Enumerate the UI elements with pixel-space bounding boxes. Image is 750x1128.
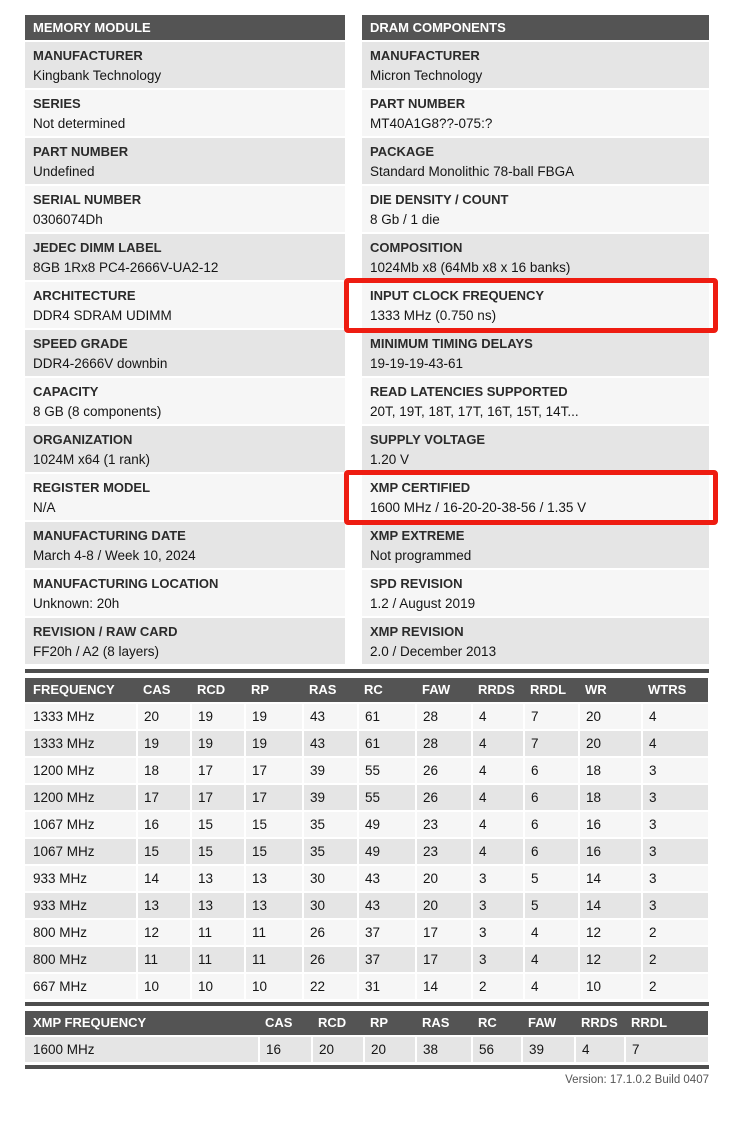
table-cell: 39: [522, 1036, 575, 1062]
memory-module-rows: [25, 42, 345, 666]
table-cell: 38: [416, 1036, 472, 1062]
info-label: XMP CERTIFIED: [370, 480, 471, 495]
info-label: SERIES: [33, 96, 81, 111]
table-cell: 12: [579, 946, 642, 973]
table-cell: 4: [472, 703, 524, 730]
info-value: Not programmed: [370, 547, 472, 563]
table-cell: 2: [642, 946, 708, 973]
info-row-spd-revision: [362, 570, 709, 616]
info-row-composition: [362, 234, 709, 280]
table-cell: 6: [524, 838, 579, 865]
info-label: MANUFACTURING LOCATION: [33, 576, 219, 591]
column-header-wtrs: WTRS: [642, 678, 708, 703]
info-row-package: [362, 138, 709, 184]
table-cell: 4: [472, 730, 524, 757]
jedec-timings-table: [25, 678, 708, 999]
table-cell: 15: [191, 838, 245, 865]
info-value: 1600 MHz / 16-20-20-38-56 / 1.35 V: [370, 499, 587, 515]
table-row: [25, 730, 708, 757]
table-cell: 10: [191, 973, 245, 999]
table-cell: 20: [364, 1036, 416, 1062]
info-row-xmp-extreme: [362, 522, 709, 568]
table-cell: 3: [472, 865, 524, 892]
table-cell: 26: [416, 784, 472, 811]
divider-rule-xmp: [25, 1002, 709, 1006]
info-row-speed-grade: [25, 330, 345, 376]
table-cell: 19: [245, 703, 303, 730]
table-cell: 14: [416, 973, 472, 999]
info-value: Not determined: [33, 115, 126, 131]
table-cell: 37: [358, 919, 416, 946]
table-cell: 800 MHz: [25, 946, 137, 973]
info-label: SPD REVISION: [370, 576, 463, 591]
info-label: XMP EXTREME: [370, 528, 465, 543]
table-cell: 1200 MHz: [25, 784, 137, 811]
info-row-manufacturer: [25, 42, 345, 88]
info-label: REGISTER MODEL: [33, 480, 151, 495]
info-row-xmp-certified: [362, 474, 709, 520]
table-cell: 28: [416, 730, 472, 757]
table-cell: 13: [245, 892, 303, 919]
table-cell: 933 MHz: [25, 865, 137, 892]
divider-rule-top: [25, 669, 709, 673]
table-cell: 43: [358, 892, 416, 919]
table-cell: 5: [524, 865, 579, 892]
info-label: PACKAGE: [370, 144, 435, 159]
column-header-rc: RC: [358, 678, 416, 703]
memory-module-panel: [25, 15, 345, 666]
table-cell: 26: [303, 946, 358, 973]
table-cell: 28: [416, 703, 472, 730]
column-header-rp: RP: [245, 678, 303, 703]
info-value: 8 Gb / 1 die: [370, 211, 440, 227]
table-row: [25, 784, 708, 811]
table-cell: 13: [191, 865, 245, 892]
info-row-jedec-dimm-label: [25, 234, 345, 280]
info-value: FF20h / A2 (8 layers): [33, 643, 160, 659]
xmp-timings-header-row: [25, 1011, 708, 1036]
table-cell: 20: [416, 865, 472, 892]
table-cell: 20: [137, 703, 191, 730]
table-cell: 20: [416, 892, 472, 919]
table-cell: 11: [245, 946, 303, 973]
table-cell: 39: [303, 784, 358, 811]
column-header-rp: RP: [364, 1011, 416, 1036]
table-cell: 55: [358, 757, 416, 784]
dram-components-panel: [362, 15, 709, 666]
info-value: 1024Mb x8 (64Mb x8 x 16 banks): [370, 259, 571, 275]
table-cell: 13: [245, 865, 303, 892]
info-label: MANUFACTURING DATE: [33, 528, 186, 543]
info-value: 1333 MHz (0.750 ns): [370, 307, 497, 323]
info-row-manufacturer: [362, 42, 709, 88]
column-header-rcd: RCD: [312, 1011, 364, 1036]
dram-components-header: DRAM COMPONENTS: [362, 15, 709, 40]
table-cell: 6: [524, 757, 579, 784]
info-label: XMP REVISION: [370, 624, 464, 639]
info-value: N/A: [33, 499, 56, 515]
table-cell: 19: [191, 730, 245, 757]
info-value: Micron Technology: [370, 67, 483, 83]
table-cell: 3: [642, 757, 708, 784]
table-cell: 10: [137, 973, 191, 999]
column-header-xmp-frequency: XMP FREQUENCY: [25, 1011, 259, 1036]
column-header-faw: FAW: [522, 1011, 575, 1036]
column-header-cas: CAS: [137, 678, 191, 703]
table-row: [25, 1036, 708, 1062]
info-label: MANUFACTURER: [33, 48, 143, 63]
info-value: 1024M x64 (1 rank): [33, 451, 151, 467]
info-value: DDR4 SDRAM UDIMM: [33, 307, 172, 323]
table-cell: 4: [642, 730, 708, 757]
info-value: March 4-8 / Week 10, 2024: [33, 547, 196, 563]
table-cell: 12: [137, 919, 191, 946]
info-label: MINIMUM TIMING DELAYS: [370, 336, 533, 351]
table-cell: 49: [358, 838, 416, 865]
info-row-series: [25, 90, 345, 136]
info-label: READ LATENCIES SUPPORTED: [370, 384, 568, 399]
table-cell: 1200 MHz: [25, 757, 137, 784]
info-label: DIE DENSITY / COUNT: [370, 192, 509, 207]
table-cell: 20: [579, 703, 642, 730]
table-cell: 16: [579, 811, 642, 838]
info-value: 1.2 / August 2019: [370, 595, 476, 611]
info-label: INPUT CLOCK FREQUENCY: [370, 288, 545, 303]
column-header-cas: CAS: [259, 1011, 312, 1036]
table-cell: 11: [191, 946, 245, 973]
info-row-minimum-timing-delays: [362, 330, 709, 376]
version-label: Version: 17.1.0.2 Build 0407: [565, 1074, 709, 1086]
jedec-timings-header-row: [25, 678, 708, 703]
info-label: ORGANIZATION: [33, 432, 133, 447]
info-value: 8GB 1Rx8 PC4-2666V-UA2-12: [33, 259, 219, 275]
table-row: [25, 811, 708, 838]
table-cell: 19: [191, 703, 245, 730]
column-header-wr: WR: [579, 678, 642, 703]
table-row: [25, 919, 708, 946]
table-cell: 20: [579, 730, 642, 757]
table-cell: 13: [191, 892, 245, 919]
info-value: Undefined: [33, 163, 95, 179]
table-row: [25, 946, 708, 973]
table-cell: 35: [303, 811, 358, 838]
table-cell: 7: [625, 1036, 708, 1062]
table-cell: 30: [303, 892, 358, 919]
table-cell: 55: [358, 784, 416, 811]
table-cell: 6: [524, 811, 579, 838]
table-cell: 17: [191, 784, 245, 811]
table-cell: 15: [191, 811, 245, 838]
table-cell: 800 MHz: [25, 919, 137, 946]
column-header-ras: RAS: [416, 1011, 472, 1036]
table-cell: 11: [191, 919, 245, 946]
table-cell: 4: [642, 703, 708, 730]
table-cell: 11: [137, 946, 191, 973]
table-cell: 1067 MHz: [25, 811, 137, 838]
info-label: JEDEC DIMM LABEL: [33, 240, 162, 255]
table-row: [25, 757, 708, 784]
table-cell: 49: [358, 811, 416, 838]
table-cell: 3: [642, 811, 708, 838]
xmp-timings-table: [25, 1011, 708, 1062]
table-row: [25, 892, 708, 919]
table-cell: 5: [524, 892, 579, 919]
info-row-supply-voltage: [362, 426, 709, 472]
table-cell: 10: [245, 973, 303, 999]
table-cell: 15: [245, 838, 303, 865]
info-row-input-clock-frequency: [362, 282, 709, 328]
table-cell: 17: [416, 946, 472, 973]
table-cell: 4: [472, 757, 524, 784]
table-cell: 19: [245, 730, 303, 757]
info-label: PART NUMBER: [33, 144, 129, 159]
table-cell: 3: [642, 838, 708, 865]
info-value: Unknown: 20h: [33, 595, 120, 611]
table-cell: 3: [642, 865, 708, 892]
table-cell: 933 MHz: [25, 892, 137, 919]
table-cell: 26: [416, 757, 472, 784]
table-cell: 3: [472, 946, 524, 973]
table-cell: 17: [245, 757, 303, 784]
table-cell: 17: [191, 757, 245, 784]
table-cell: 3: [472, 892, 524, 919]
table-cell: 1600 MHz: [25, 1036, 259, 1062]
info-value: DDR4-2666V downbin: [33, 355, 168, 371]
table-cell: 2: [642, 919, 708, 946]
info-panels: [25, 15, 709, 666]
info-row-register-model: [25, 474, 345, 520]
table-cell: 26: [303, 919, 358, 946]
table-cell: 14: [137, 865, 191, 892]
table-cell: 2: [642, 973, 708, 999]
table-cell: 12: [579, 919, 642, 946]
info-label: SERIAL NUMBER: [33, 192, 142, 207]
table-cell: 18: [137, 757, 191, 784]
table-cell: 23: [416, 811, 472, 838]
info-label: ARCHITECTURE: [33, 288, 136, 303]
info-row-manufacturing-location: [25, 570, 345, 616]
table-cell: 4: [575, 1036, 625, 1062]
info-row-revision-raw-card: [25, 618, 345, 664]
table-cell: 30: [303, 865, 358, 892]
info-row-architecture: [25, 282, 345, 328]
table-cell: 43: [358, 865, 416, 892]
info-value: MT40A1G8??-075:?: [370, 115, 493, 131]
table-cell: 4: [524, 919, 579, 946]
table-cell: 14: [579, 865, 642, 892]
column-header-rrdl: RRDL: [524, 678, 579, 703]
info-row-part-number: [362, 90, 709, 136]
table-cell: 16: [579, 838, 642, 865]
table-cell: 7: [524, 703, 579, 730]
table-cell: 35: [303, 838, 358, 865]
table-row: [25, 865, 708, 892]
column-header-ras: RAS: [303, 678, 358, 703]
table-cell: 43: [303, 703, 358, 730]
table-cell: 3: [642, 784, 708, 811]
info-label: REVISION / RAW CARD: [33, 624, 178, 639]
spd-report: [25, 15, 709, 1086]
table-cell: 17: [137, 784, 191, 811]
table-cell: 1333 MHz: [25, 703, 137, 730]
table-cell: 7: [524, 730, 579, 757]
info-value: 0306074Dh: [33, 211, 103, 227]
info-row-part-number: [25, 138, 345, 184]
divider-rule-bottom: [25, 1065, 709, 1069]
info-label: CAPACITY: [33, 384, 99, 399]
table-cell: 13: [137, 892, 191, 919]
table-row: [25, 703, 708, 730]
table-cell: 18: [579, 757, 642, 784]
info-value: 2.0 / December 2013: [370, 643, 497, 659]
table-cell: 23: [416, 838, 472, 865]
table-cell: 14: [579, 892, 642, 919]
table-cell: 4: [524, 973, 579, 999]
column-header-rrdl: RRDL: [625, 1011, 708, 1036]
table-cell: 17: [416, 919, 472, 946]
table-cell: 17: [245, 784, 303, 811]
table-cell: 15: [245, 811, 303, 838]
table-cell: 39: [303, 757, 358, 784]
info-label: SPEED GRADE: [33, 336, 128, 351]
table-cell: 6: [524, 784, 579, 811]
table-cell: 37: [358, 946, 416, 973]
table-cell: 43: [303, 730, 358, 757]
memory-module-header: MEMORY MODULE: [25, 15, 345, 40]
table-row: [25, 973, 708, 999]
info-value: Kingbank Technology: [33, 67, 162, 83]
info-label: COMPOSITION: [370, 240, 463, 255]
info-value: 19-19-19-43-61: [370, 355, 464, 371]
column-header-rrds: RRDS: [575, 1011, 625, 1036]
table-cell: 61: [358, 730, 416, 757]
info-row-die-density-count: [362, 186, 709, 232]
column-header-faw: FAW: [416, 678, 472, 703]
info-label: MANUFACTURER: [370, 48, 480, 63]
column-header-frequency: FREQUENCY: [25, 678, 137, 703]
table-cell: 2: [472, 973, 524, 999]
table-cell: 3: [642, 892, 708, 919]
info-row-manufacturing-date: [25, 522, 345, 568]
info-label: PART NUMBER: [370, 96, 466, 111]
table-cell: 18: [579, 784, 642, 811]
table-cell: 4: [472, 811, 524, 838]
info-value: Standard Monolithic 78-ball FBGA: [370, 163, 575, 179]
table-cell: 10: [579, 973, 642, 999]
table-cell: 4: [472, 838, 524, 865]
table-cell: 3: [472, 919, 524, 946]
column-header-rrds: RRDS: [472, 678, 524, 703]
info-value: 8 GB (8 components): [33, 403, 162, 419]
info-row-read-latencies-supported: [362, 378, 709, 424]
table-row: [25, 838, 708, 865]
table-cell: 4: [472, 784, 524, 811]
table-cell: 16: [259, 1036, 312, 1062]
table-cell: 22: [303, 973, 358, 999]
table-cell: 19: [137, 730, 191, 757]
table-cell: 1067 MHz: [25, 838, 137, 865]
info-row-capacity: [25, 378, 345, 424]
table-cell: 667 MHz: [25, 973, 137, 999]
table-cell: 61: [358, 703, 416, 730]
info-row-serial-number: [25, 186, 345, 232]
info-row-xmp-revision: [362, 618, 709, 664]
column-header-rcd: RCD: [191, 678, 245, 703]
table-cell: 4: [524, 946, 579, 973]
table-cell: 15: [137, 838, 191, 865]
info-label: SUPPLY VOLTAGE: [370, 432, 486, 447]
table-cell: 16: [137, 811, 191, 838]
table-cell: 56: [472, 1036, 522, 1062]
table-cell: 31: [358, 973, 416, 999]
table-cell: 20: [312, 1036, 364, 1062]
info-row-organization: [25, 426, 345, 472]
info-value: 20T, 19T, 18T, 17T, 16T, 15T, 14T...: [370, 403, 579, 419]
info-value: 1.20 V: [370, 451, 410, 467]
table-cell: 11: [245, 919, 303, 946]
column-header-rc: RC: [472, 1011, 522, 1036]
dram-components-rows: [362, 42, 709, 666]
table-cell: 1333 MHz: [25, 730, 137, 757]
